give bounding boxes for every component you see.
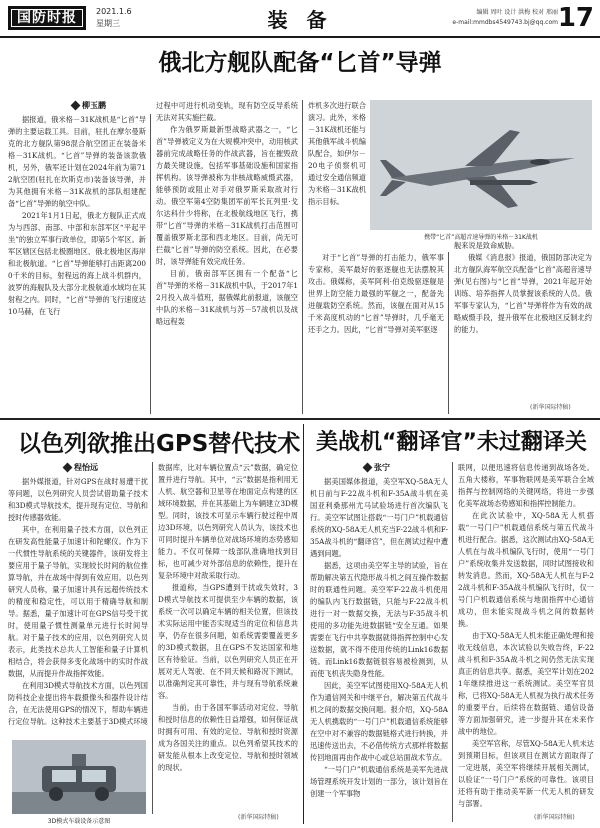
section-title: 装 备 (267, 8, 333, 32)
mig31k-jet-photo (370, 100, 592, 230)
paragraph: 据报道，俄米格－31K战机是“匕首”导弹的主要运载工具。目前，驻扎在摩尔曼斯克的北方舰队第98混合航空团正在装备米格－31K战机。“匕首”导弹的装备该款俄机，另外，俄军还计划在2024年前为第712航空团(驻扎在坎斯克市)装备该导弹，并为其他拥有米格－31K战机的部队组建配备“匕首”导弹的航空中队。 (8, 115, 146, 208)
issue-date: 2021.1.6 (96, 7, 132, 16)
article1-headline: 俄北方舰队配备“匕首”导弹 (158, 50, 442, 76)
editor-credits (452, 8, 558, 28)
issue-weekday: 星期三 (96, 19, 120, 28)
masthead (0, 0, 600, 38)
column-divider (448, 252, 449, 414)
paragraph: 据美国媒体报道，美空军XQ-58A无人机日前与F-22战斗机和F-35A战斗机在美国亚利桑那州尤马试验场进行首次编队飞行。美空军试图让搭载“一号门户”机载通信系统的XQ-58A无人机充当F-22战斗机和F-35A战斗机的“翻译官”，但在测试过程中遭遇到问题。 (310, 477, 448, 558)
photo-caption: 3D模式车载设备示意图 (47, 818, 111, 825)
article2-byline (64, 462, 98, 473)
newspaper-logo: 国防时报 (8, 6, 86, 30)
article1-column-1 (8, 114, 146, 414)
article2-headline: 以色列欲推出GPS替代技术 (18, 431, 301, 457)
article3-headline: 美战机“翻译官”未过翻译关 (316, 430, 587, 455)
article1-column-3-bottom (308, 252, 444, 414)
article1-author: 柳玉鹏 (82, 101, 106, 110)
paragraph: 目前，俄南部军区拥有一个配备“匕首”导弹的米格－31K战机中队，于2017年12月投入战斗值班，据俄媒此前报道，该舰空中队的米格－31K战机与苏－57战机以及战略远程轰 (156, 269, 298, 326)
paragraph: 对于“匕首”导弹的打击能力，俄军事专家称，美军最好的驱逐舰也无法摆脱其攻击。俄媒称，美军阿利·伯克级驱逐舰是世界上防空能力最强的军舰之一，配备先进舰载防空系统。然而，该舰在面对从15千米高度机动的“匕首”导弹时，几乎毫无还手之力。因此，“匕首”导弹对美军驱逐 (308, 253, 444, 334)
article1-byline (72, 100, 106, 111)
paragraph: 报道称，当GPS遭到干扰或失效时，3D模式导航技术可提供至少车辆的数据，该系统一次可以确定车辆的相关位置，但该技术实际运用中能否实现适当的定位和信息共享，仍存在很多问题，如系统需要覆盖更多的3D模式数据，且在GPS不发达国家和地区有待验证。当前，以色列研究人员正在开展对无人驾驶、在不同天候和路况下测试，以准确判定其可靠性，并与现有导航系统兼容。 (158, 583, 298, 700)
paragraph: 在此次试验中，XQ-58A无人机搭载“一号门户”机载通信系统与第五代战斗机进行配合。据悉，这次测试由XQ-58A无人机在与战斗机编队飞行时，使用“一号门户”系统收集并发送数据，同时试图接收和转发消息。然而，XQ-58A无人机在与F-22战斗机和F-35A战斗机编队飞行时，仅一号门户机载通信系统与地面指挥中心通信成功，但未能实现战斗机之间的数据转换。 (458, 511, 594, 628)
section-divider (0, 418, 600, 420)
article1-column-4 (454, 240, 592, 400)
paragraph: 美空军官称，尽管XQ-58A无人机未达到预期目标，但该项目在测试方面取得了一定进展，美空军将继续开展相关测试，以验证“一号门户”系统的可靠性。该项目还将有助于推动美军新一代无人机的研发与部署。 (458, 739, 594, 808)
paragraph: 据悉，这项由美空军主导的试验，旨在帮助解决第五代隐形战斗机之间互操作数据时的联通性问题。美空军F-22战斗机使用的编队内飞行数据链，只能与F-22战斗机进行一对一数据交换，无法与F-35战斗机使用的多功能先进数据链“安全互通。如果需要在飞行中共享数据就得指挥控制中心发送数据，就不得不使用传统的Link16数据链。而Link16数据链很容易被检测到，从而使飞机丧失隐身性能。 (310, 561, 448, 678)
photo-caption: 携带“匕首”高超音速导弹的米格－31K战机 (424, 234, 538, 241)
column-divider (302, 100, 303, 414)
article2-column-1 (8, 476, 148, 738)
paragraph: 当前，由于各国军事活动对定位、导航和授时信息的依赖性日益增强，如何保证战时拥有可用、有效的定位、导航和授时资源成为各国关注的重点。以色列希望其技术的研发能从根本上改变定位、导航和授时领域的现状。 (158, 703, 298, 772)
paragraph: 作为俄罗斯最新型战略武器之一，“匕首”导弹被定义为在大规模冲突中，动用核武器前完成战略任务的作战武器，旨在摧毁敌方最关键设施，包括军事基础设施和国家指挥机构。该导弹被称为非核战略威慑武器，能够预防或阻止对手对俄罗斯采取敌对行动。俄空军第4空防集团军前军长瓦列里·戈尔达科什少将称，在北极航线地区飞行，携带“匕首”导弹的米格－31K战机打击范围可覆盖俄罗斯北部和西北地区。目前，尚无可拦截“匕首”导弹的防空系统。因此，在必要时，该导弹能有效完成任务。 (156, 125, 298, 266)
fighter-jet-illustration (370, 100, 592, 230)
paragraph: 据外媒报道，针对GPS在战时易遭干扰等问题，以色列研究人员尝试借助量子技术和3D模式导航技术，提升现有定位、导航和授时传感器效能。 (8, 477, 148, 522)
article3-column-2 (458, 462, 594, 808)
article2-author: 程怡远 (74, 463, 98, 472)
byline-diamond-icon (363, 463, 373, 473)
column-divider (150, 114, 151, 414)
article3-byline (364, 462, 390, 473)
paragraph: 舰来说是致命威胁。 (454, 241, 519, 250)
article-divider (303, 424, 304, 824)
paragraph: 因此，美空军试图使用XQ-58A无人机作为通信网关和中继平台，解决第五代战斗机之间的数据交换问题。报介绍，XQ-58A无人机携载的“一号门户”机载通信系统能够在空中对不兼容的数据链格式进行转换，并迅速传送出去，不必借传统方式那样将数据传回地面再由作战中心或总站面战术节点。 (310, 681, 448, 762)
3d-vehicle-device-photo (12, 740, 146, 814)
paragraph: 在利用3D模式导航技术方面，以色列国防科技企业提出将车载摄像头和器件设计结合，在无法使用GPS的情况下，帮助车辆进行定位导航。这种技术主要基于3D模式环境 (8, 681, 148, 726)
article1-column-3-top (308, 100, 366, 250)
paragraph: 俄媒《消息报》报道，俄国防部决定为北方舰队海军航空兵配备“匕首”高超音速导弹(见右图)与“匕首”导弹，2021年起开始训练、培养指挥人员掌握该系统的人员。俄军事专家认为，“匕首”导弹将作为有效的战略威慑手段，提升俄军在北极地区反制北约的能力。 (454, 253, 592, 334)
paragraph: 联网，以便迅速将信息传递到战场各处。五角大楼称，军事物联网是美军联合全域指挥与控制网络的关键网络，将进一步强化美军战场态势感知和指挥控制能力。 (458, 463, 594, 508)
byline-diamond-icon (71, 101, 81, 111)
editor-names: 编辑 周叶 设计 洪梅 校对 邢丽 (476, 9, 558, 16)
paragraph: 炸机多次进行联合演习。此外，米格－31K战机还能与其他俄军战斗机编队配合，如伊尔－20电子侦察机可通过安全通信频道为米格－31K战机指示目标。 (308, 101, 366, 206)
article3-column-1 (310, 476, 448, 822)
paragraph: “一号门户”机载通信系统是美军先进战场管理系统开发计划的一部分，该计划旨在创建一个军事物 (310, 765, 448, 798)
byline-diamond-icon (63, 463, 73, 473)
column-divider (452, 462, 453, 822)
editor-email: e-mail:mmdbs4549743.bj@qq.com (452, 19, 558, 26)
article2-column-2 (158, 462, 298, 808)
column-divider (152, 462, 153, 814)
article1-credit: (新华国际特稿) (530, 404, 571, 411)
article1-column-2 (156, 100, 298, 414)
article3-credit: (新华国际特稿) (534, 814, 575, 821)
paragraph: 其中，在利用量子技术方面，以色列正在研发高性能量子加速计和陀螺仪。作为下一代惯性导航系统的关键器件，该研发将主要应用于量子导航，实现较长时间的航位推算导航，并在战场中得到有效应用。以色列研究人员称，量子加速计具有远超传统技术的精度和稳定性，可以用于精确导航和制导。据悉，量子加速计可在GPS信号受干扰时，使用量子惯性测量单元进行长时间导航。对于量子技术的应用，以色列研究人员表示，此类技术总共人工智能和量子计算机相结合，将会获得多变化战场中的实时作战数据，从而提升作战指挥效能。 (8, 525, 148, 678)
article2-credit: (新华国际特稿) (238, 814, 279, 821)
article3-author: 张宁 (374, 463, 390, 472)
paragraph: 由于XQ-58A无人机未能正确处理和接收无线信息，本次试验以失败告终，F-22战斗机和F-35A战斗机之间仍然无法实现真正的信息共享。据悉，美空军计划在2021年继续推进这一系统测试。美空军官员称，已将XQ-58A无人机视为执行战术任务的重要平台，后续将在数据链、通信设备等方面加强研究，进一步提升其在未来作战中的地位。 (458, 631, 594, 736)
vehicle-device-illustration (12, 740, 146, 814)
paragraph: 2021年1月1日起，俄北方舰队正式成为与西部、南部、中部和东部军区“平起平坐”的独立军事行政单位，即第5个军区。新军区辖区包括北极圈地区、俄北极地区海岸和北极航道。“匕首”导弹能够打击距离2000千米的目标，射程远的海上战斗机群内，波罗的海舰队及大部分北极航道水域均在其射程之内。同时，“匕首”导弹的飞行速度达10马赫，在飞行 (8, 211, 146, 316)
paragraph: 数据库，比对车辆位置点“云”数据，确定位置并进行导航。其中，“云”数据是指利用无人机、航空器和卫星等在地面定点构建的区域环境数据，并在其基础上为车辆建立3D模型。同时，该技术可显示车辆行驶过程中周边3D环境，以色列研究人员认为，该技术也可同时提升车辆单位对战场环境的态势感知能力。不仅可保障一线部队准确地找到目标，也可减少对外部信息的依赖性，提升在复杂环境中对敌采取行动。 (158, 463, 298, 580)
page-number: 17 (557, 3, 594, 33)
paragraph: 过程中可进行机动变轨，现有防空反导系统无法对其实施拦截。 (156, 101, 298, 122)
